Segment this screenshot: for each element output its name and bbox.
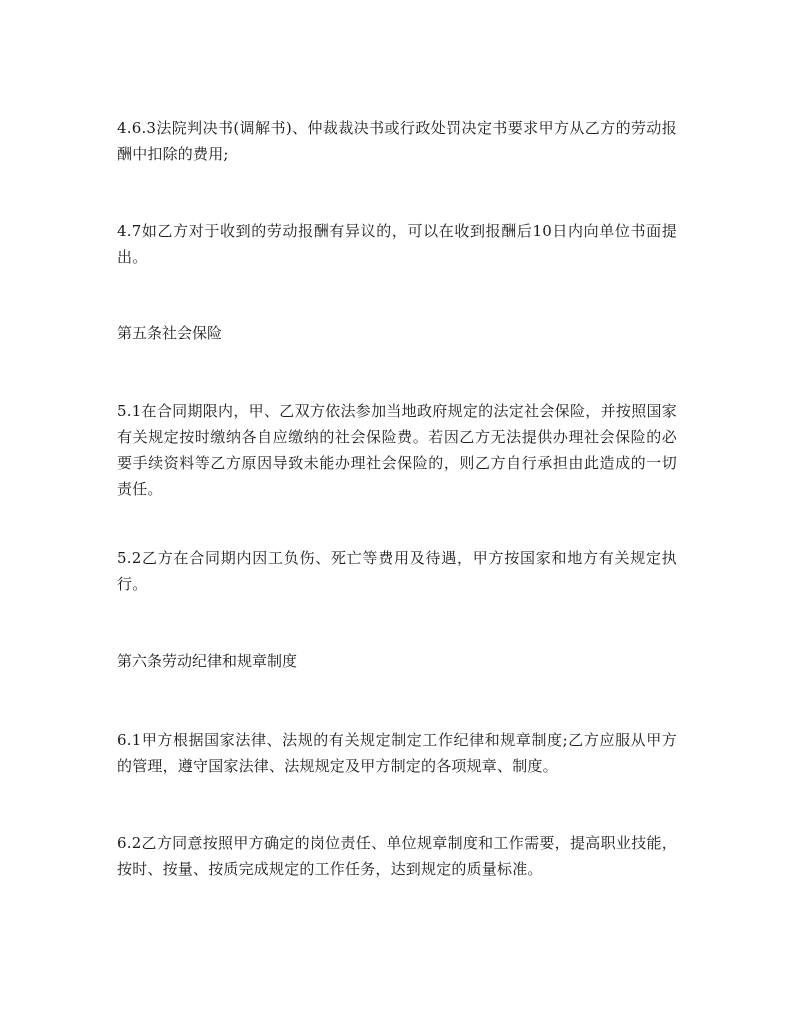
clause-6-2: 6.2乙方同意按照甲方确定的岗位责任、单位规章制度和工作需要，提高职业技能，按时、按量、按质完成规定的工作任务，达到规定的质量标准。 bbox=[117, 834, 677, 878]
clause-6-1: 6.1甲方根据国家法律、法规的有关规定制定工作纪律和规章制度;乙方应服从甲方的管理，遵守国家法律、法规规定及甲方制定的各项规章、制度。 bbox=[117, 731, 677, 775]
clause-4-6-3: 4.6.3法院判决书(调解书)、仲裁裁决书或行政处罚决定书要求甲方从乙方的劳动报酬中扣除的费用; bbox=[117, 119, 677, 163]
section-heading-6: 第六条劳动纪律和规章制度 bbox=[117, 652, 298, 670]
clause-5-2: 5.2乙方在合同期内因工负伤、死亡等费用及待遇，甲方按国家和地方有关规定执行。 bbox=[117, 549, 677, 593]
section-heading-5: 第五条社会保险 bbox=[117, 324, 223, 342]
clause-5-1: 5.1在合同期限内，甲、乙双方依法参加当地政府规定的法定社会保险，并按照国家有关规定按时缴纳各自应缴纳的社会保险费。若因乙方无法提供办理社会保险的必要手续资料等乙方原因导致未能办理社会保险的，则乙方自行承担由此造成的一切责任。 bbox=[117, 402, 677, 498]
clause-4-7: 4.7如乙方对于收到的劳动报酬有异议的，可以在收到报酬后10日内向单位书面提出。 bbox=[117, 222, 677, 266]
